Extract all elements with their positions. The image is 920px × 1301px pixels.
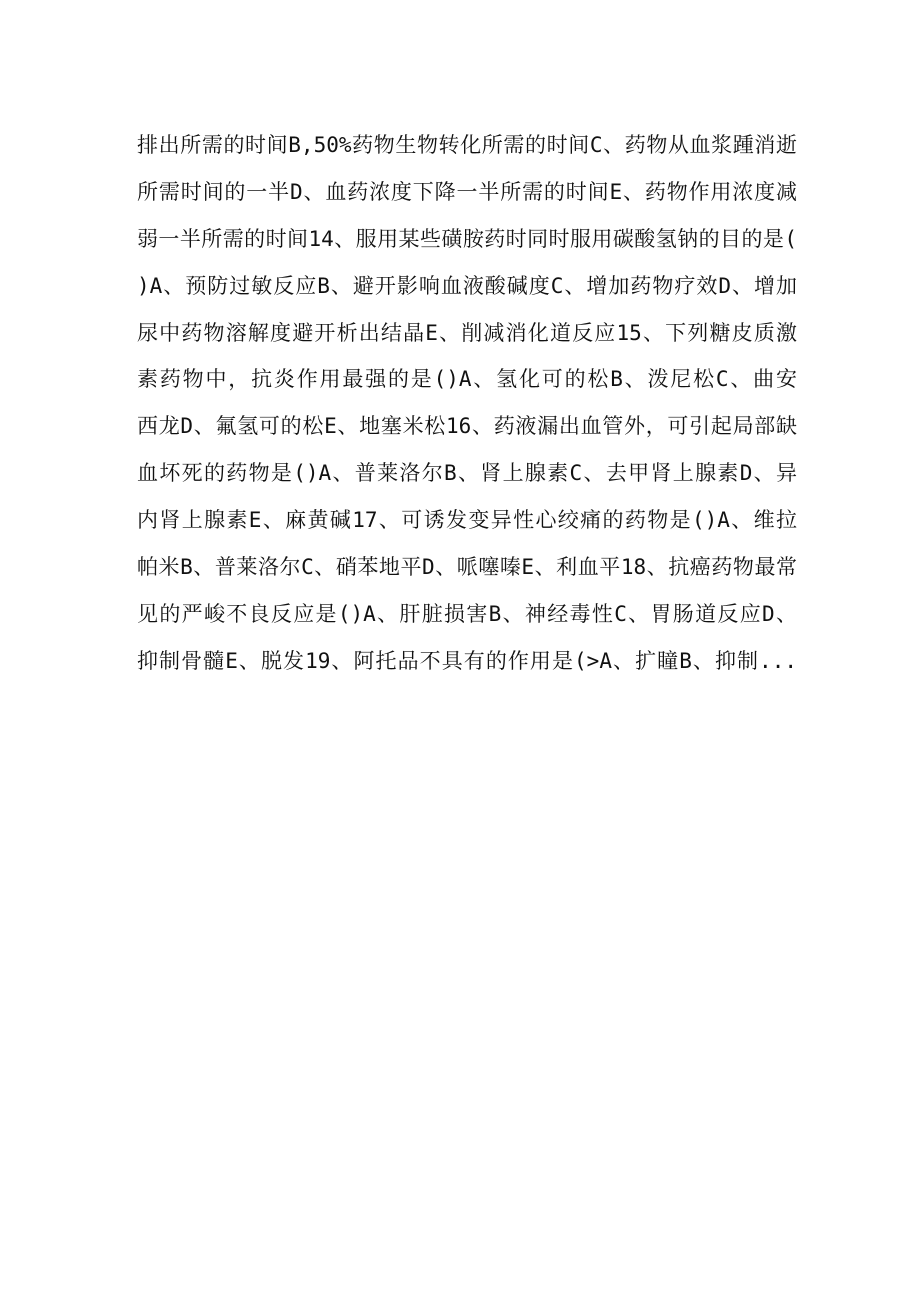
text-line: 弱一半所需的时间14、服用某些磺胺药时同时服用碳酸氢钠的目的是( [137,226,797,251]
text-line: 排出所需的时间B,50%药物生物转化所需的时间C、药物从血浆踵消逝 [137,133,797,157]
text-line: 抑制骨髓E、脱发19、阿托品不具有的作用是(>A、扩瞳B、抑制... [137,648,797,673]
text-line: 见的严峻不良反应是()A、肝脏损害B、神经毒性C、胃肠道反应D、 [137,601,797,626]
text-line: 血坏死的药物是()A、普莱洛尔B、肾上腺素C、去甲肾上腺素D、异 [137,461,797,486]
text-line: 内肾上腺素E、麻黄碱17、可诱发变异性心绞痛的药物是()A、维拉 [137,508,797,533]
text-line: 尿中药物溶解度避开析出结晶E、削减消化道反应15、下列糖皮质激 [137,320,797,345]
text-line: 所需时间的一半D、血药浓度下降一半所需的时间E、药物作用浓度减 [137,179,797,204]
body-text [137,122,797,685]
text-line: 帕米B、普莱洛尔C、硝苯地平D、哌噻嗪E、利血平18、抗癌药物最常 [137,555,797,580]
text-line: 素药物中，抗炎作用最强的是()A、氢化可的松B、泼尼松C、曲安 [137,367,797,392]
text-line: )A、预防过敏反应B、避开影响血液酸碱度C、增加药物疗效D、增加 [137,273,797,298]
text-line: 西龙D、氟氢可的松E、地塞米松16、药液漏出血管外，可引起局部缺 [137,414,797,439]
